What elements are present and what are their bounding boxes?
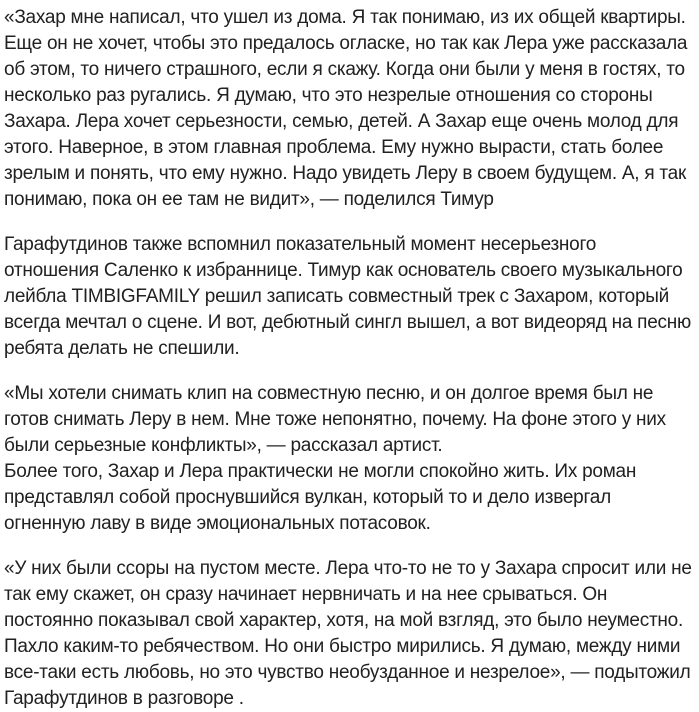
- article-paragraph-quote-clip: «Мы хотели снимать клип на совместную песню, и он долгое время был не готов снимать Леру в нем. Мне тоже непонятно, почему. На фоне этого у них были серьезные конфликты», — рассказал артист.: [4, 383, 666, 456]
- article-body: [4, 5, 694, 712]
- article-paragraph-quote-final: «У них были ссоры на пустом месте. Лера что-то не то у Захара спросит или не так ему скажет, он сразу начинает нервничать и на нее срываться. Он постоянно показывал свой характер, хотя, на мой взгляд, это было неуместно. Пахло каким-то ребячеством. Но они быстро мирились. Я думаю, между ними все-таки есть любовь, но это чувство необузданное и незрелое», — подытожил Гарафутдинов в разговоре .: [4, 558, 692, 709]
- article-paragraph-quote-timur: «Захар мне написал, что ушел из дома. Я так понимаю, из их общей квартиры. Еще он не хочет, чтобы это предалось огласке, но так как Лера уже рассказала об этом, то ничего страшного, если я скажу. Когда они были у меня в гостях, то несколько раз ругались. Я думаю, что это незрелые отношения со стороны Захара. Лера хочет серьезности, семью, детей. А Захар еще очень молод для этого. Наверное, в этом главная проблема. Ему нужно вырасти, стать более зрелым и понять, что ему нужно. Надо увидеть Леру в своем будущем. А, я так понимаю, пока он ее там не видит», — поделился Тимур: [4, 7, 688, 210]
- article-paragraph-label-story: Гарафутдинов также вспомнил показательный момент несерьезного отношения Саленко к избраннице. Тимур как основатель своего музыкального лейбла TIMBIGFAMILY решил записать совместный трек с Захаром, который всегда мечтал о сцене. И вот, дебютный сингл вышел, а вот видеоряд на песню ребята делать не спешили.: [4, 234, 692, 359]
- article-paragraph-volcano: Более того, Захар и Лера практически не могли спокойно жить. Их роман представлял собой проснувшийся вулкан, который то и дело извергал огненную лаву в виде эмоциональных потасовок.: [4, 461, 637, 534]
